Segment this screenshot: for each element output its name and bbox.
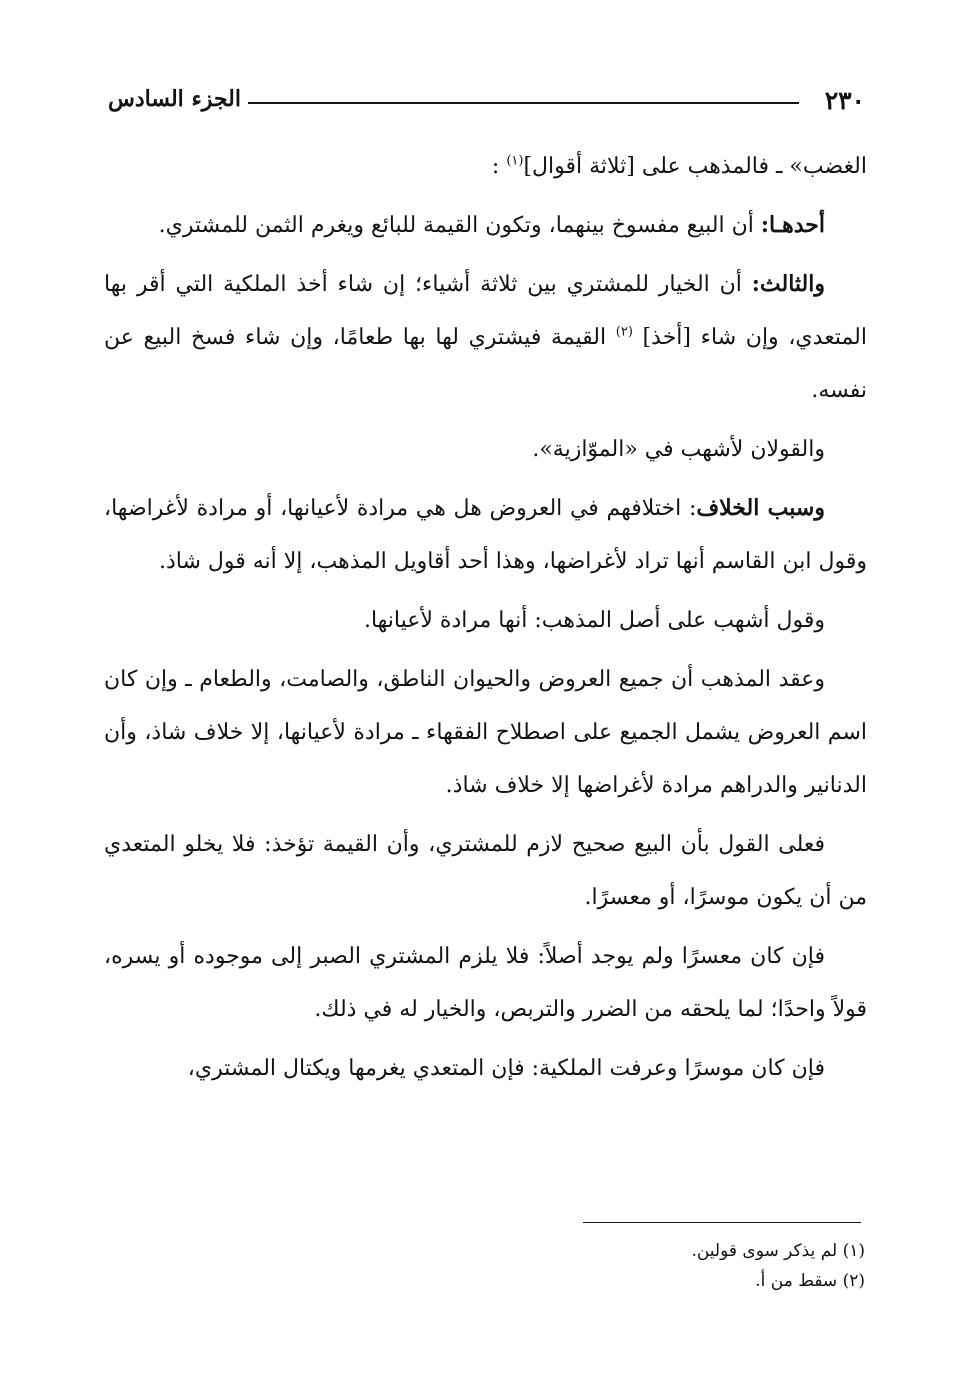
footnote: (٢) سقط من أ. <box>755 1271 865 1291</box>
paragraph: فعلى القول بأن البيع صحيح لازم للمشتري، وأن القيمة تؤخذ: فلا يخلو المتعدي من أن يكون موسرًا، أو معسرًا. <box>104 832 867 910</box>
paragraph: والثالث: أن الخيار للمشتري بين ثلاثة أشياء؛ إن شاء أخذ الملكية التي أقر بها المتعدي، وإن شاء [أخذ] $^{(٢)}$ القيمة فيشتري لها بها طعامًا، وإن شاء فسخ البيع عن نفسه. <box>104 271 867 403</box>
footnote-marker: (١) <box>506 153 524 169</box>
paragraph: أحدهـا: أن البيع مفسوخ بينهما، وتكون القيمة للبائع ويغرم الثمن للمشتري. <box>158 212 825 238</box>
header-rule <box>248 102 799 104</box>
body-text <box>104 140 867 1101</box>
footnote-separator <box>583 1222 861 1223</box>
paragraph: وسبب الخلاف: اختلافهم في العروض هل هي مرادة لأعيانها، أو مرادة لأغراضها، وقول ابن القاسم أنها تراد لأغراضها، وهذا أحد أقاويل المذهب، إلا أنه قول شاذ. <box>104 495 867 574</box>
footnote-marker: (٢) <box>615 324 633 340</box>
paragraph: فإن كان معسرًا ولم يوجد أصلاً: فلا يلزم المشتري الصبر إلى موجوده أو يسره، قولاً واحدًا؛ لما يلحقه من الضرر والتربص، والخيار له في ذلك. <box>104 944 867 1022</box>
footnotes <box>525 1236 865 1296</box>
running-title: الجزء السادس <box>108 86 241 112</box>
footnote: (١) لم يذكر سوى قولين. <box>691 1241 865 1261</box>
paragraph: والقولان لأشهب في «الموّازية». <box>532 437 825 462</box>
page-number: ٢٣٠ <box>824 86 865 115</box>
paragraph: وعقد المذهب أن جميع العروض والحيوان الناطق، والصامت، والطعام ـ وإن كان اسم العروض يشمل الجميع على اصطلاح الفقهاء ـ مرادة لأعيانها، إلا خلاف شاذ، وأن الدنانير والدراهم مرادة لأغراضها إلا خلاف شاذ. <box>104 667 867 798</box>
paragraph: فإن كان موسرًا وعرفت الملكية: فإن المتعدي يغرمها ويكتال المشتري، <box>187 1056 825 1081</box>
paragraph: وقول أشهب على أصل المذهب: أنها مرادة لأعيانها. <box>363 608 825 633</box>
paragraph: الغضب» ـ فالمذهب على [ثلاثة أقوال]$^{(١)}$ : <box>491 153 867 179</box>
page-header <box>108 84 865 124</box>
